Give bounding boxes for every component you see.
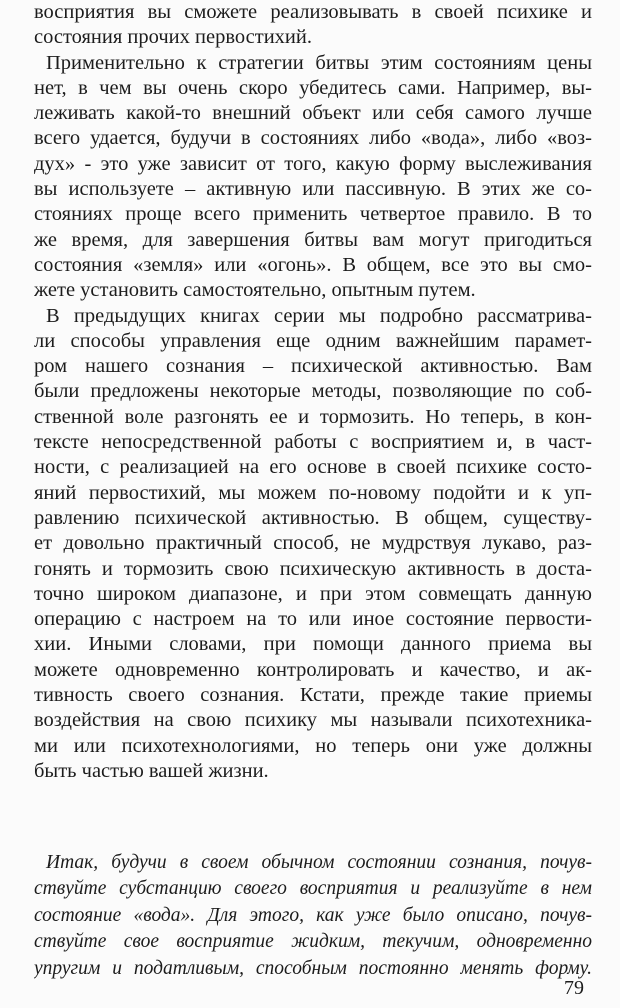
text-line: хии. Иными словами, при помощи данного приема вы: [34, 633, 592, 656]
exercise-instruction: [34, 850, 592, 982]
text-line: гонять и тормозить свою психическую активность в доста-: [34, 557, 592, 580]
text-line: В предыдущих книгах серии мы подробно рассматрива-: [46, 304, 592, 327]
paragraph-psychic-activity: [34, 304, 592, 785]
text-line: ности, с реализацией на его основе в своей психике состо-: [34, 456, 592, 479]
text-line: воздействия на свою психику мы называли психотехника-: [34, 709, 592, 732]
text-line: ственной воле разгонять ее и тормозить. Но теперь, в кон-: [34, 405, 592, 428]
text-line: тексте непосредственной работы с восприятием и, в част-: [34, 431, 592, 454]
text-line: жете установить самостоятельно, опытным путем.: [34, 279, 476, 302]
text-line: ли способы управления еще одним важнейшим парамет-: [34, 329, 592, 352]
text-line: стояниях проще всего применить четвертое правило. В то: [34, 203, 592, 226]
italic-line: упругим и податливым, способным постоянно менять форму.: [34, 957, 592, 979]
text-line: состояния прочих первостихий.: [34, 26, 312, 49]
text-line: ми или психотехнологиями, но теперь они уже должны: [34, 734, 592, 757]
text-line: операцию с настроем на то или иное состояние первости-: [34, 608, 592, 631]
text-line: ет довольно практичный способ, не мудрствуя лукаво, раз-: [34, 532, 592, 555]
text-line: Применительно к стратегии битвы этим состояниям цены: [46, 51, 592, 74]
text-line: можете одновременно контролировать и качество, и ак-: [34, 658, 592, 681]
italic-line: ствуйте свое восприятие жидким, текучим, одновременно: [34, 931, 592, 953]
text-line: состояния «земля» или «огонь». В общем, все это вы смо-: [34, 253, 592, 276]
text-line: точно широком диапазоне, и при этом совмещать данную: [34, 582, 592, 605]
text-line: нет, в чем вы очень скоро убедитесь сами. Например, вы-: [34, 76, 592, 99]
text-line: равлению психической активностью. В общем, существу-: [34, 506, 592, 529]
text-line: восприятия вы сможете реализовывать в своей психике и: [34, 1, 592, 23]
text-line: ром нашего сознания – психической активностью. Вам: [34, 355, 592, 378]
italic-line: ствуйте субстанцию своего восприятия и реализуйте в нем: [34, 878, 592, 900]
text-line: тивность своего сознания. Кстати, прежде такие приемы: [34, 684, 592, 707]
paragraph-battle-strategy: [34, 51, 592, 304]
paragraph-continuation: [34, 0, 592, 51]
italic-line: Итак, будучи в своем обычном состоянии сознания, почув-: [46, 852, 592, 873]
text-line: леживать какой-то внешний объект или себя самого лучше: [34, 102, 592, 125]
text-line: были предложены некоторые методы, позволяющие по соб-: [34, 380, 592, 403]
text-line: вы используете – активную или пассивную. В этих же со-: [34, 178, 592, 201]
text-line: дух» - это уже зависит от того, какую форму выслеживания: [34, 152, 592, 175]
main-text: [34, 0, 592, 784]
text-line: яний первостихий, мы можем по-новому подойти и к уп-: [34, 481, 592, 504]
text-line: быть частью вашей жизни.: [34, 759, 269, 782]
text-line: же время, для завершения битвы вам могут пригодиться: [34, 228, 592, 251]
italic-line: состояние «вода». Для этого, как уже было описано, почув-: [34, 904, 592, 926]
page-number: 79: [564, 977, 584, 999]
text-line: всего удается, будучи в состояниях либо «вода», либо «воз-: [34, 127, 592, 150]
